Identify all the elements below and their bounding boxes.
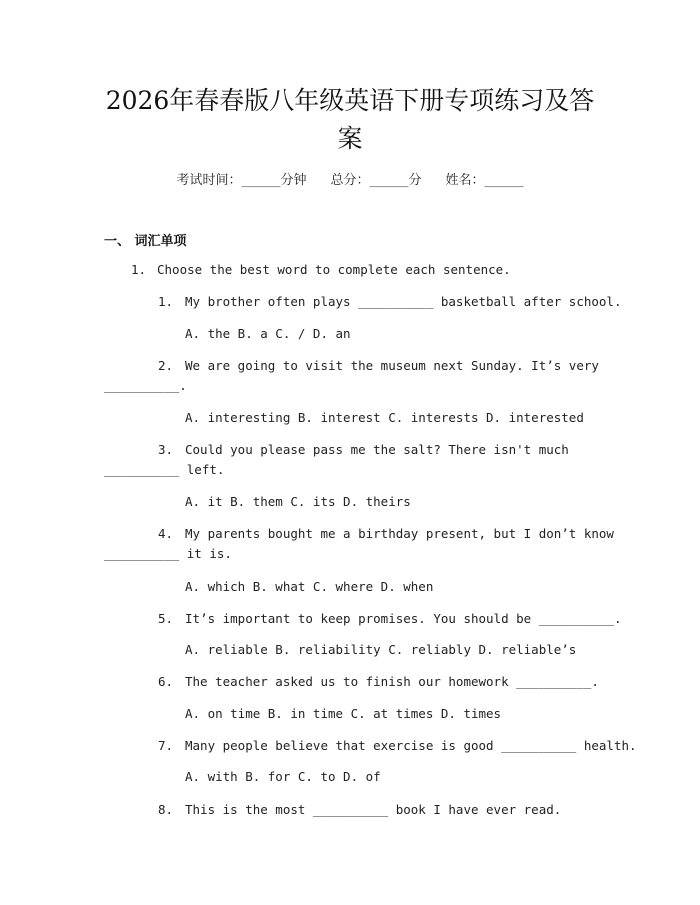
question-stem-continued: __________ left. <box>104 462 225 477</box>
question-number: 3. <box>158 442 174 457</box>
question-options: A. which B. what C. where D. when <box>185 579 434 594</box>
total-score-field: 总分：______分 <box>330 173 422 188</box>
question-options: A. with B. for C. to D. of <box>185 769 381 784</box>
exam-time-field: 考试时间：______分钟 <box>176 173 307 188</box>
question-number: 4. <box>158 526 174 541</box>
question-stem-continued: __________. <box>104 378 187 393</box>
question-stem: This is the most __________ book I have ever read. <box>185 802 562 817</box>
part-number: 1. <box>131 262 147 277</box>
question-number: 7. <box>158 738 174 753</box>
question-options: A. on time B. in time C. at times D. times <box>185 706 502 721</box>
exam-meta <box>0 169 700 188</box>
question-options: A. interesting B. interest C. interests D. interested <box>185 410 584 425</box>
question-number: 1. <box>158 294 174 309</box>
question-stem: My parents bought me a birthday present, but I don’t know <box>185 526 614 541</box>
question-number: 6. <box>158 674 174 689</box>
question-stem: It’s important to keep promises. You should be __________. <box>185 611 622 626</box>
section-heading: 一、 词汇单项 <box>104 234 187 249</box>
part-instruction: Choose the best word to complete each sentence. <box>157 262 511 277</box>
question-number: 5. <box>158 611 174 626</box>
document-title <box>80 82 620 158</box>
question-stem: We are going to visit the museum next Sunday. It’s very <box>185 358 599 373</box>
question-stem: Many people believe that exercise is good __________ health. <box>185 738 637 753</box>
question-options: A. it B. them C. its D. theirs <box>185 494 411 509</box>
question-number: 2. <box>158 358 174 373</box>
question-stem-continued: __________ it is. <box>104 546 232 561</box>
question-number: 8. <box>158 802 174 817</box>
question-stem: The teacher asked us to finish our homework __________. <box>185 674 599 689</box>
question-stem: My brother often plays __________ basketball after school. <box>185 294 622 309</box>
student-name-field: 姓名：______ <box>445 173 524 188</box>
question-options: A. the B. a C. / D. an <box>185 326 351 341</box>
question-options: A. reliable B. reliability C. reliably D. reliable’s <box>185 642 577 657</box>
question-stem: Could you please pass me the salt? There isn't much <box>185 442 569 457</box>
title-line-1: 2026年春春版八年级英语下册专项练习及答 <box>105 86 595 115</box>
title-line-2: 案 <box>337 124 363 153</box>
